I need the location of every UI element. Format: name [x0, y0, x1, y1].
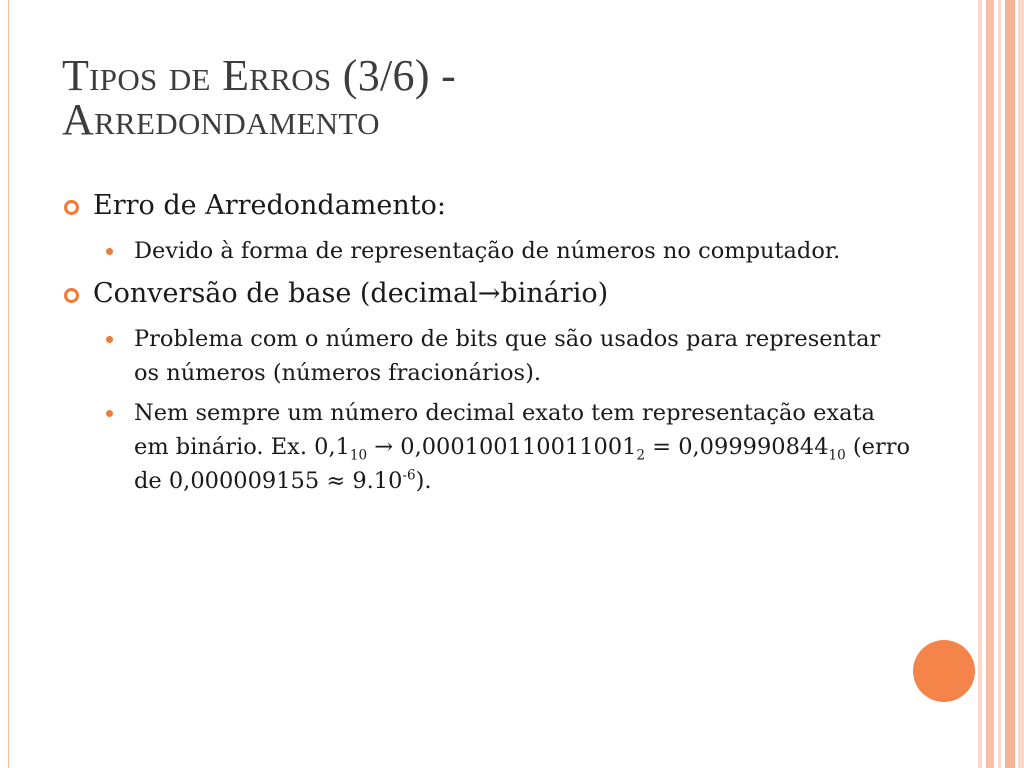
example-prefix: Nem sempre um número decimal exato tem representação exata em binário. Ex. 0,1	[134, 400, 875, 460]
example-mid-b: = 0,099990844	[645, 434, 829, 460]
decorative-orb	[913, 640, 975, 702]
bullet-text: Erro de Arredondamento:	[93, 190, 446, 221]
superscript: -6	[402, 467, 416, 484]
stripe	[986, 0, 994, 768]
slide-content	[62, 188, 912, 504]
bullet-ring-icon	[64, 200, 79, 215]
bullet-dot-icon	[106, 410, 113, 417]
title-line-1: Tipos de Erros (3/6) -	[62, 51, 457, 100]
bullet-level2-example	[62, 396, 912, 498]
example-mid-c: (erro de 0,000009155 ≈ 9.10	[134, 434, 911, 494]
bullet-level1	[62, 188, 912, 224]
subscript: 10	[349, 447, 368, 464]
bullet-level2	[62, 322, 912, 390]
bullet-level1	[62, 276, 912, 312]
stripe	[998, 0, 1001, 768]
bullet-dot-icon	[106, 248, 113, 255]
bullet-level2	[62, 234, 912, 268]
decorative-stripes	[978, 0, 1024, 768]
subscript: 10	[828, 447, 846, 464]
example-suffix: ).	[415, 468, 432, 494]
bullet-text: Devido à forma de representação de números no computador.	[134, 238, 841, 264]
bullet-ring-icon	[64, 288, 79, 303]
stripe	[978, 0, 982, 768]
slide-title	[62, 51, 942, 144]
bullet-text: Problema com o número de bits que são usados para representar os números (números fracionários).	[134, 326, 881, 386]
bullet-text: Conversão de base (decimal→binário)	[93, 278, 609, 309]
example-mid-a: → 0,000100110011001	[367, 434, 637, 460]
stripe	[1005, 0, 1015, 768]
bullet-dot-icon	[106, 336, 113, 343]
stripe	[1018, 0, 1024, 768]
subscript: 2	[636, 447, 646, 464]
title-line-2: Arredondamento	[62, 95, 380, 144]
